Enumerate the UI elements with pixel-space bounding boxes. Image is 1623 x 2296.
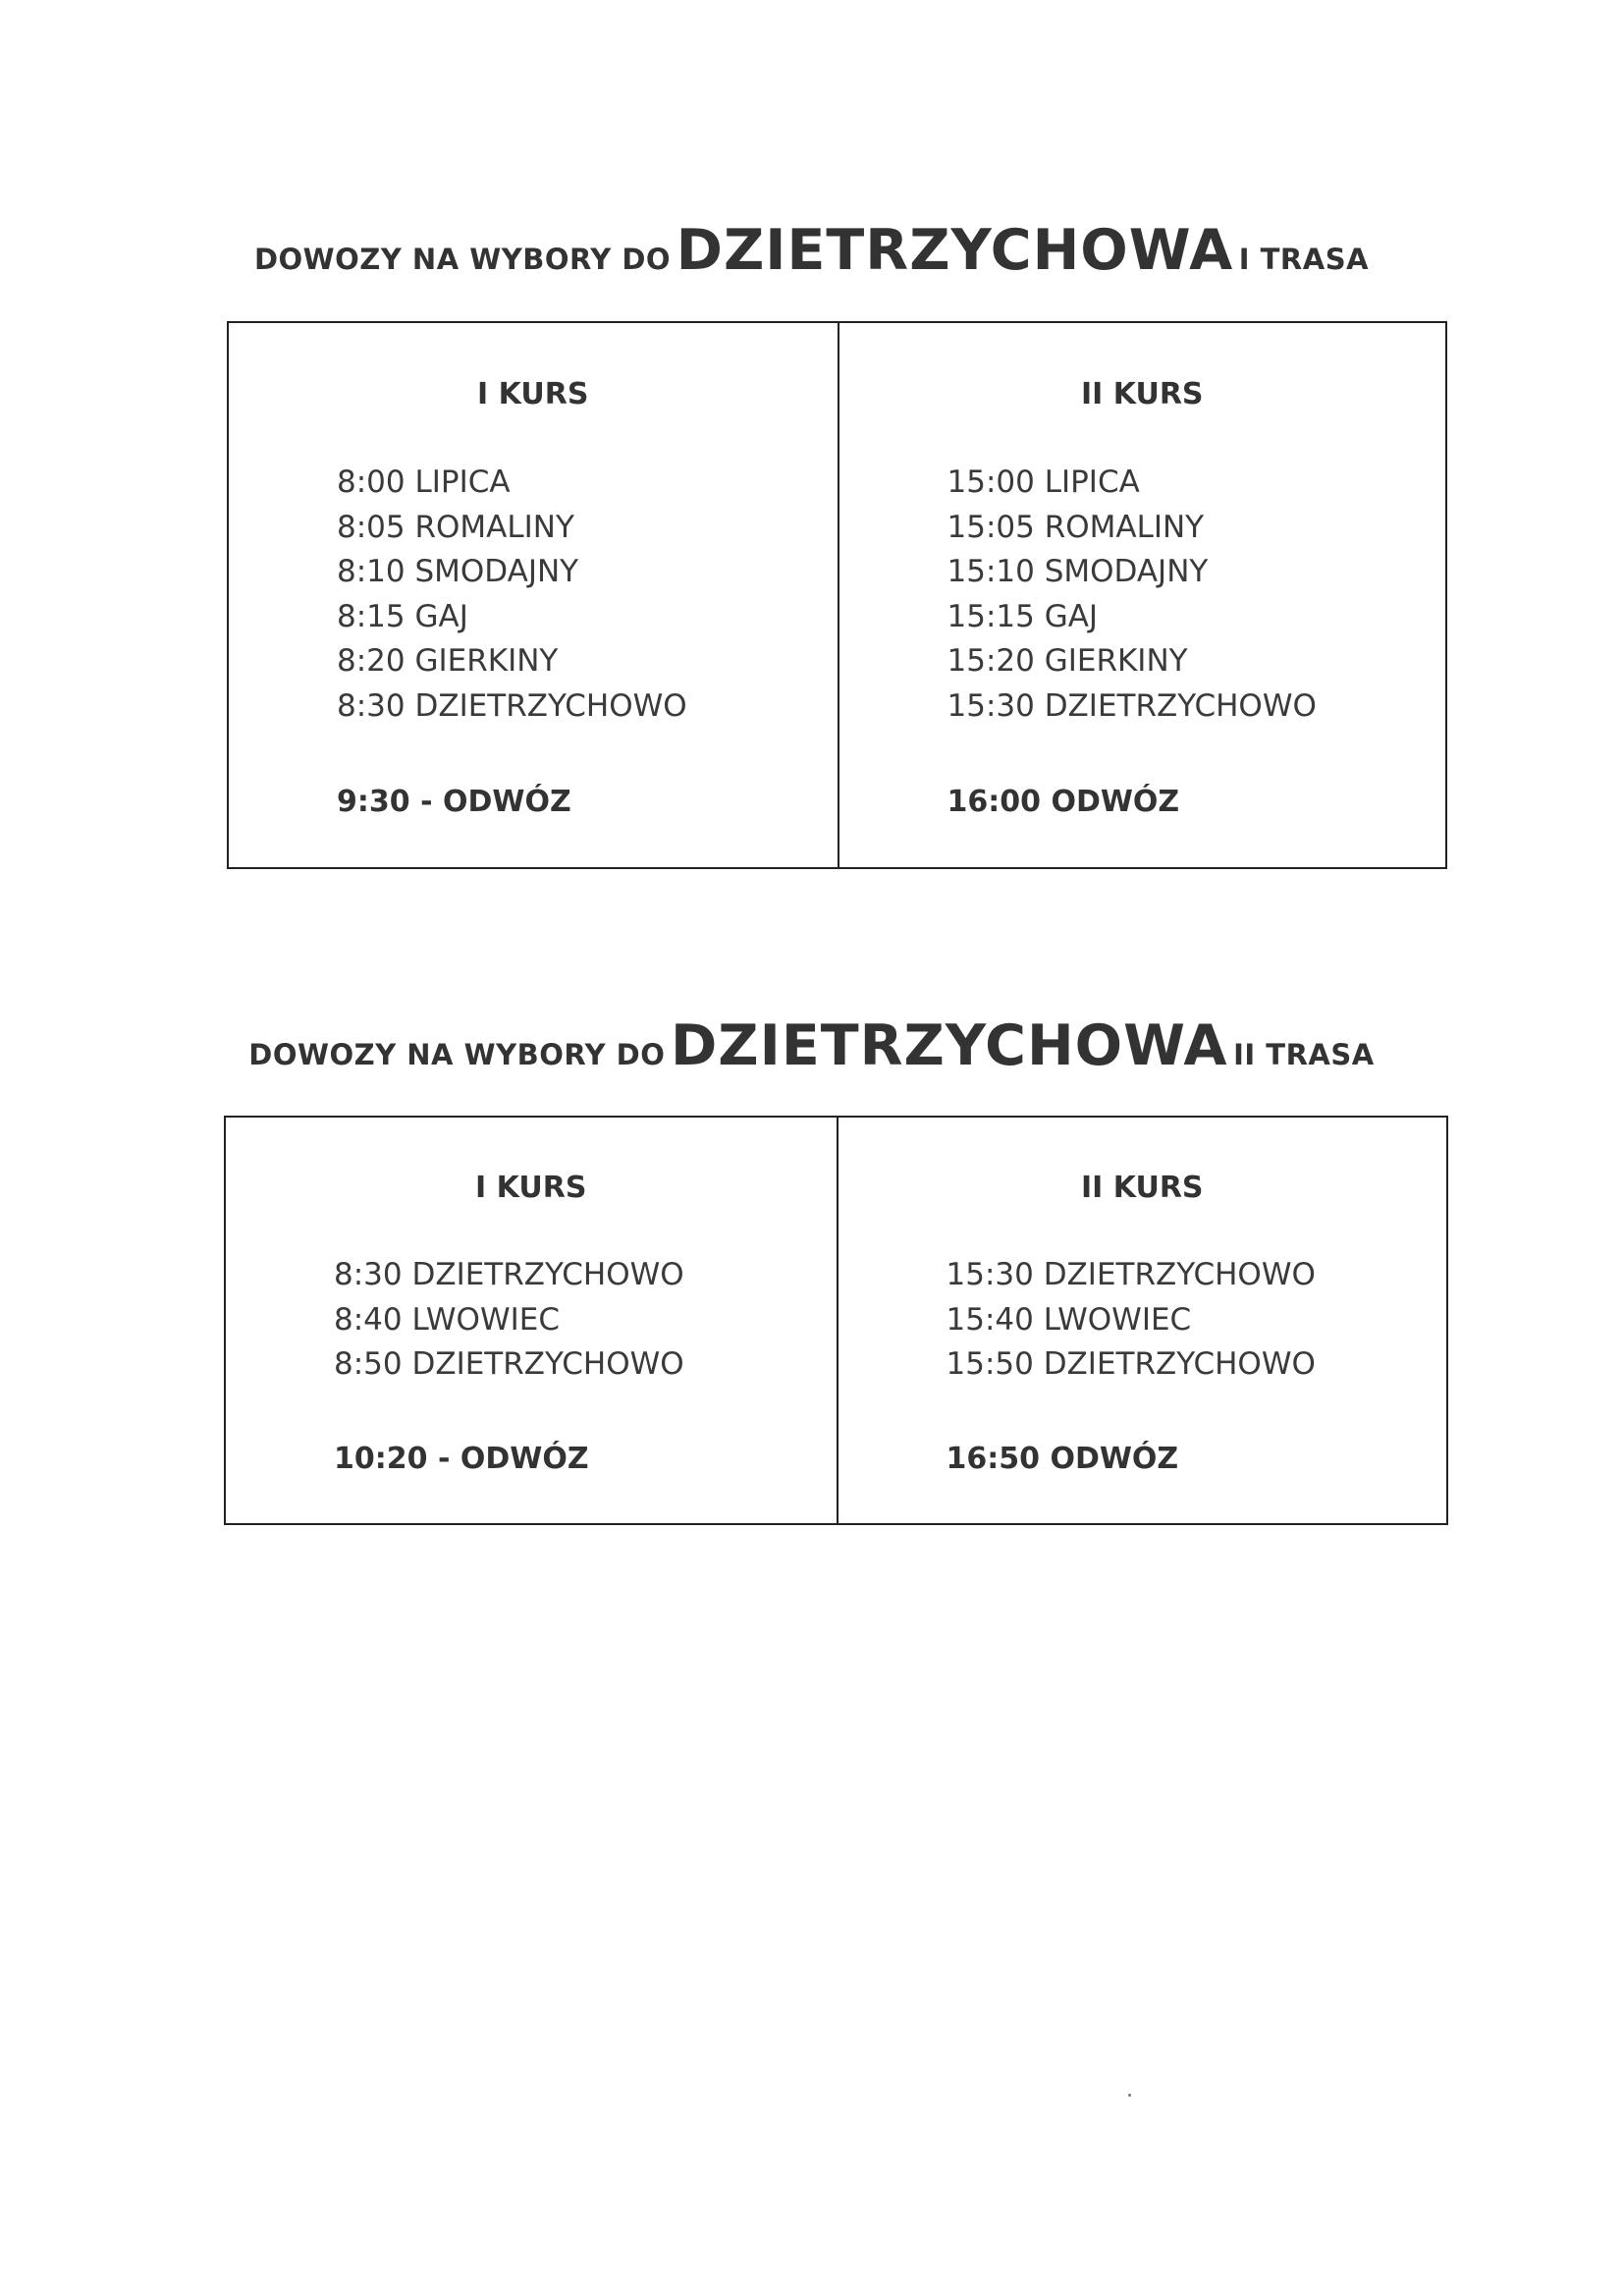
route-2-heading-place: DZIETRZYCHOWA <box>670 1013 1228 1078</box>
stop-item: 15:20 GIERKINY <box>947 643 1188 679</box>
stop-item: 15:30 DZIETRZYCHOWO <box>946 1257 1316 1292</box>
return-time: 10:20 - ODWÓZ <box>334 1442 589 1476</box>
stop-item: 15:00 LIPICA <box>947 465 1140 500</box>
scan-speck <box>1128 2094 1131 2097</box>
course-title: I KURS <box>475 1171 587 1205</box>
stop-item: 15:05 ROMALINY <box>947 509 1205 545</box>
stop-item: 8:20 GIERKINY <box>337 643 559 679</box>
stop-item: 8:15 GAJ <box>337 598 468 634</box>
course-title: II KURS <box>1080 1171 1204 1205</box>
route-1-timetable <box>227 321 1447 869</box>
stop-item: 15:40 LWOWIEC <box>946 1301 1192 1338</box>
course-title: I KURS <box>477 377 589 411</box>
course-title: II KURS <box>1080 377 1204 411</box>
route-1-heading-suffix: I TRASA <box>1238 243 1370 276</box>
return-time: 9:30 - ODWÓZ <box>337 785 571 819</box>
stop-item: 8:30 DZIETRZYCHOWO <box>334 1257 684 1292</box>
stop-list <box>334 1253 684 1388</box>
stop-list <box>947 461 1317 729</box>
route-1-course-1 <box>229 323 838 867</box>
route-2-heading-suffix: II TRASA <box>1233 1038 1375 1071</box>
return-time: 16:50 ODWÓZ <box>946 1442 1179 1476</box>
stop-item: 8:30 DZIETRZYCHOWO <box>337 687 687 724</box>
stop-list <box>947 1253 1316 1388</box>
stop-item: 15:10 SMODAJNY <box>947 554 1209 589</box>
stop-item: 15:30 DZIETRZYCHOWO <box>947 687 1317 724</box>
stop-item: 8:05 ROMALINY <box>337 509 574 545</box>
route-1-heading <box>0 218 1623 283</box>
route-1-heading-place: DZIETRZYCHOWA <box>676 218 1234 283</box>
route-1-heading-prefix: DOWOZY NA WYBORY DO <box>253 243 672 276</box>
route-2-timetable <box>224 1116 1448 1525</box>
stop-item: 15:15 GAJ <box>947 598 1099 634</box>
stop-item: 8:10 SMODAJNY <box>337 554 579 589</box>
stop-list <box>337 461 687 729</box>
stop-item: 8:40 LWOWIEC <box>334 1301 560 1338</box>
stop-item: 15:50 DZIETRZYCHOWO <box>946 1346 1316 1382</box>
route-2-heading-prefix: DOWOZY NA WYBORY DO <box>248 1038 666 1071</box>
route-1-course-2 <box>838 323 1446 867</box>
route-2-course-1 <box>226 1118 837 1523</box>
stop-item: 8:00 LIPICA <box>337 465 511 500</box>
route-2-course-2 <box>837 1118 1447 1523</box>
route-2-heading <box>0 1013 1623 1078</box>
return-time: 16:00 ODWÓZ <box>947 785 1180 819</box>
stop-item: 8:50 DZIETRZYCHOWO <box>334 1346 684 1382</box>
